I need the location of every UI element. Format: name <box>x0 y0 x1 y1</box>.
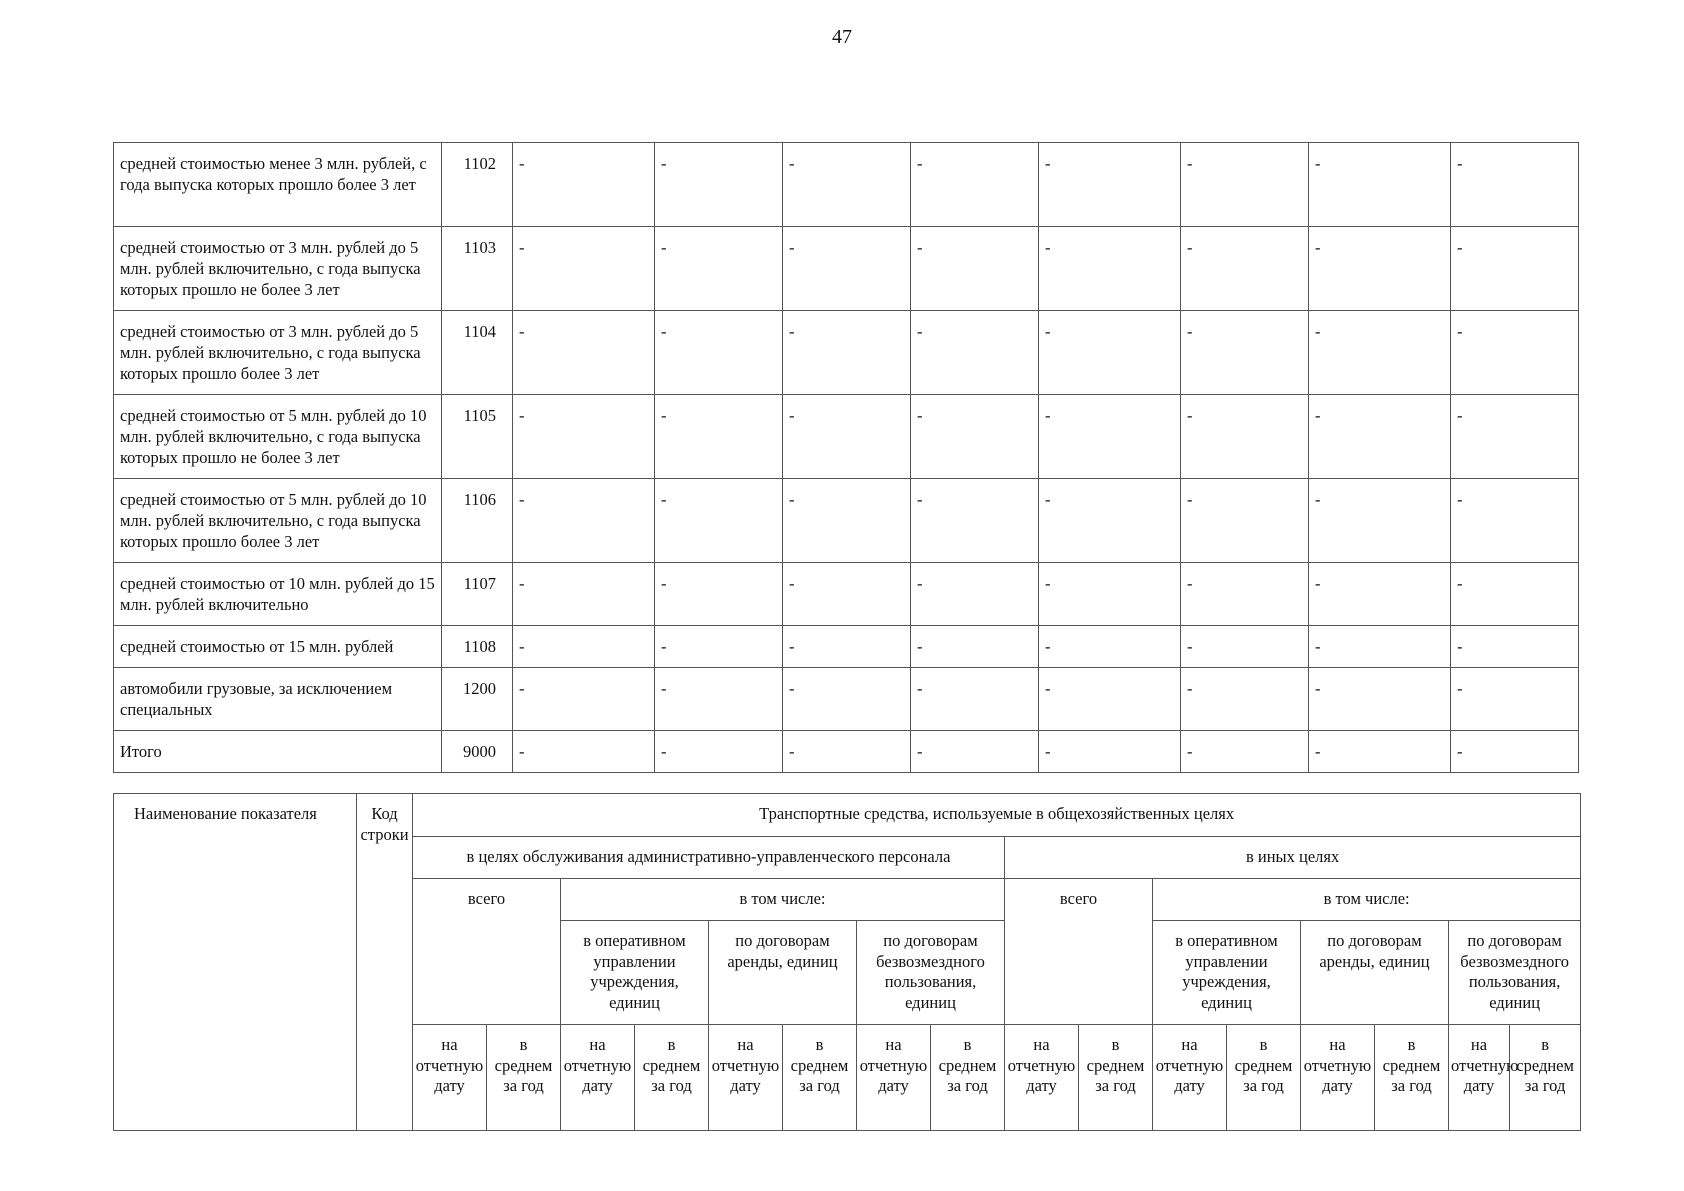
leaf-reporting-date: на отчетную дату <box>1005 1025 1079 1131</box>
value-cell: - <box>783 668 911 731</box>
leaf-reporting-date: на отчетную дату <box>857 1025 931 1131</box>
value-cell: - <box>783 626 911 668</box>
value-cell: - <box>1309 731 1451 773</box>
value-cell: - <box>1181 731 1309 773</box>
value-cell: - <box>655 395 783 479</box>
value-cell: - <box>1181 395 1309 479</box>
value-cell: - <box>1181 143 1309 227</box>
row-code-cell: 1107 <box>442 563 513 626</box>
value-cell: - <box>911 731 1039 773</box>
value-cell: - <box>911 479 1039 563</box>
table-row <box>114 311 1579 395</box>
value-cell: - <box>655 563 783 626</box>
value-cell: - <box>1451 395 1579 479</box>
row-code-cell: 9000 <box>442 731 513 773</box>
header-including-other: в том числе: <box>1153 879 1581 921</box>
value-cell: - <box>783 563 911 626</box>
header-indicator-name: Наименование показателя <box>114 794 357 1131</box>
row-code-cell: 1104 <box>442 311 513 395</box>
value-cell: - <box>1309 395 1451 479</box>
value-cell: - <box>1039 731 1181 773</box>
indicator-name-cell: средней стоимостью от 5 млн. рублей до 10 млн. рублей включительно, с года выпуска которых прошло более 3 лет <box>114 479 442 563</box>
indicator-name-cell: Итого <box>114 731 442 773</box>
value-cell: - <box>783 479 911 563</box>
indicator-name-cell: средней стоимостью менее 3 млн. рублей, с года выпуска которых прошло более 3 лет <box>114 143 442 227</box>
page-number: 47 <box>832 26 852 48</box>
header-total-admin: всего <box>413 879 561 1025</box>
leaf-reporting-date: на отчетную дату <box>1449 1025 1510 1131</box>
row-code-cell: 1105 <box>442 395 513 479</box>
value-cell: - <box>911 227 1039 311</box>
value-cell: - <box>513 395 655 479</box>
value-cell: - <box>1181 227 1309 311</box>
value-cell: - <box>1309 626 1451 668</box>
leaf-reporting-date: на отчетную дату <box>413 1025 487 1131</box>
row-code-cell: 1200 <box>442 668 513 731</box>
value-cell: - <box>911 311 1039 395</box>
value-cell: - <box>1451 227 1579 311</box>
header-lease-admin: по договорам аренды, единиц <box>709 921 857 1025</box>
header-including-admin: в том числе: <box>561 879 1005 921</box>
header-transport-general: Транспортные средства, используемые в общехозяйственных целях <box>413 794 1581 837</box>
indicator-name-cell: средней стоимостью от 3 млн. рублей до 5 млн. рублей включительно, с года выпуска которых прошло более 3 лет <box>114 311 442 395</box>
value-cell: - <box>1309 227 1451 311</box>
table-row <box>114 143 1579 227</box>
value-cell: - <box>655 479 783 563</box>
row-code-cell: 1108 <box>442 626 513 668</box>
leaf-reporting-date: на отчетную дату <box>1153 1025 1227 1131</box>
header-row-code: Код строки <box>357 794 413 1131</box>
leaf-annual-average: в среднем за год <box>931 1025 1005 1131</box>
table-row <box>114 479 1579 563</box>
indicator-name-cell: автомобили грузовые, за исключением специальных <box>114 668 442 731</box>
value-cell: - <box>911 563 1039 626</box>
value-cell: - <box>1451 668 1579 731</box>
value-cell: - <box>1039 668 1181 731</box>
value-cell: - <box>1451 731 1579 773</box>
value-cell: - <box>1039 143 1181 227</box>
table-row <box>114 731 1579 773</box>
value-cell: - <box>513 479 655 563</box>
leaf-reporting-date: на отчетную дату <box>1301 1025 1375 1131</box>
value-cell: - <box>911 395 1039 479</box>
value-cell: - <box>783 731 911 773</box>
value-cell: - <box>513 227 655 311</box>
value-cell: - <box>1181 563 1309 626</box>
value-cell: - <box>1309 563 1451 626</box>
table-row <box>114 395 1579 479</box>
value-cell: - <box>1039 563 1181 626</box>
row-code-cell: 1106 <box>442 479 513 563</box>
value-cell: - <box>1309 668 1451 731</box>
value-cell: - <box>655 626 783 668</box>
value-cell: - <box>783 227 911 311</box>
value-cell: - <box>911 668 1039 731</box>
leaf-annual-average: в среднем за год <box>1510 1025 1581 1131</box>
leaf-reporting-date: на отчетную дату <box>709 1025 783 1131</box>
data-table-bottom-header <box>113 793 1581 1131</box>
value-cell: - <box>513 626 655 668</box>
indicator-name-cell: средней стоимостью от 10 млн. рублей до 15 млн. рублей включительно <box>114 563 442 626</box>
row-code-cell: 1102 <box>442 143 513 227</box>
value-cell: - <box>1309 143 1451 227</box>
indicator-name-cell: средней стоимостью от 15 млн. рублей <box>114 626 442 668</box>
value-cell: - <box>911 143 1039 227</box>
value-cell: - <box>1039 626 1181 668</box>
value-cell: - <box>1181 626 1309 668</box>
value-cell: - <box>1181 668 1309 731</box>
header-free-use-other: по договорам безвозмездного пользования, единиц <box>1449 921 1581 1025</box>
value-cell: - <box>783 311 911 395</box>
value-cell: - <box>1451 311 1579 395</box>
value-cell: - <box>1451 563 1579 626</box>
value-cell: - <box>1451 626 1579 668</box>
header-operative-admin: в оперативном управлении учреждения, единиц <box>561 921 709 1025</box>
table-row <box>114 626 1579 668</box>
value-cell: - <box>1181 311 1309 395</box>
value-cell: - <box>513 731 655 773</box>
table-row <box>114 668 1579 731</box>
value-cell: - <box>513 143 655 227</box>
value-cell: - <box>1309 479 1451 563</box>
value-cell: - <box>783 395 911 479</box>
header-free-use-admin: по договорам безвозмездного пользования, единиц <box>857 921 1005 1025</box>
indicator-name-cell: средней стоимостью от 5 млн. рублей до 10 млн. рублей включительно, с года выпуска которых прошло не более 3 лет <box>114 395 442 479</box>
leaf-annual-average: в среднем за год <box>1375 1025 1449 1131</box>
table-row <box>114 227 1579 311</box>
value-cell: - <box>655 311 783 395</box>
header-operative-other: в оперативном управлении учреждения, единиц <box>1153 921 1301 1025</box>
leaf-annual-average: в среднем за год <box>1227 1025 1301 1131</box>
row-code-cell: 1103 <box>442 227 513 311</box>
value-cell: - <box>1181 479 1309 563</box>
leaf-reporting-date: на отчетную дату <box>561 1025 635 1131</box>
value-cell: - <box>1039 395 1181 479</box>
value-cell: - <box>655 227 783 311</box>
header-total-other: всего <box>1005 879 1153 1025</box>
value-cell: - <box>513 563 655 626</box>
value-cell: - <box>513 668 655 731</box>
header-admin-purposes: в целях обслуживания административно-управленческого персонала <box>413 837 1005 879</box>
value-cell: - <box>1039 479 1181 563</box>
header-other-purposes: в иных целях <box>1005 837 1581 879</box>
value-cell: - <box>1039 311 1181 395</box>
data-table-top <box>113 142 1579 773</box>
leaf-annual-average: в среднем за год <box>487 1025 561 1131</box>
header-lease-other: по договорам аренды, единиц <box>1301 921 1449 1025</box>
value-cell: - <box>513 311 655 395</box>
leaf-annual-average: в среднем за год <box>783 1025 857 1131</box>
indicator-name-cell: средней стоимостью от 3 млн. рублей до 5 млн. рублей включительно, с года выпуска которых прошло не более 3 лет <box>114 227 442 311</box>
table-row <box>114 563 1579 626</box>
value-cell: - <box>655 668 783 731</box>
value-cell: - <box>1309 311 1451 395</box>
value-cell: - <box>783 143 911 227</box>
value-cell: - <box>911 626 1039 668</box>
value-cell: - <box>1039 227 1181 311</box>
value-cell: - <box>655 143 783 227</box>
leaf-annual-average: в среднем за год <box>635 1025 709 1131</box>
value-cell: - <box>655 731 783 773</box>
value-cell: - <box>1451 479 1579 563</box>
leaf-annual-average: в среднем за год <box>1079 1025 1153 1131</box>
value-cell: - <box>1451 143 1579 227</box>
